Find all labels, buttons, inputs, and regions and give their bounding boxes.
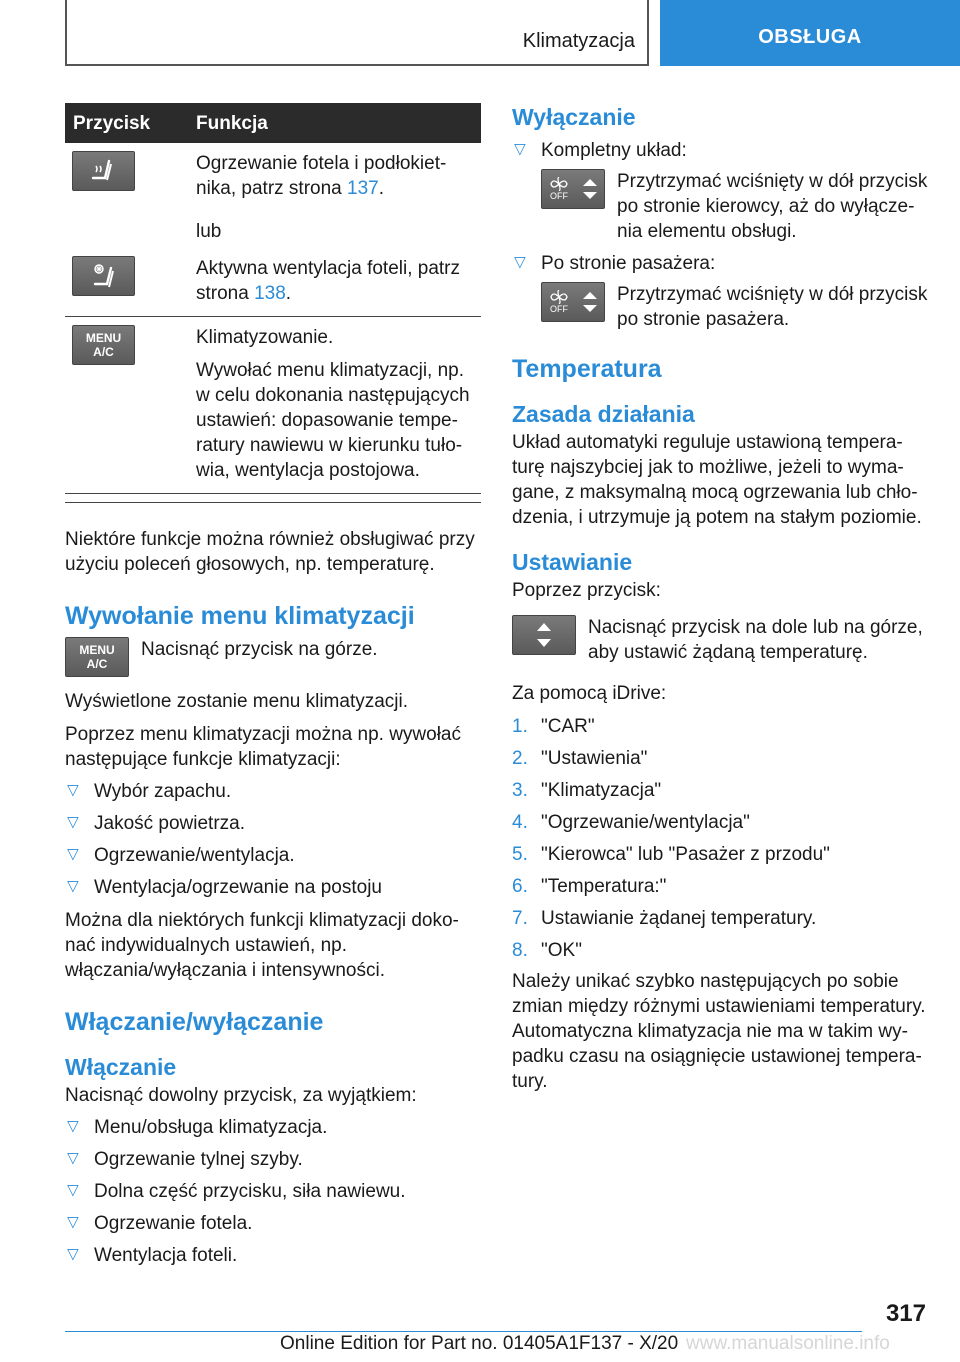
list-item: ▷ Kompletny układ: (512, 138, 928, 163)
menu-functions-list (65, 779, 481, 900)
temperature-updown-icon (512, 615, 576, 655)
on-exceptions-list (65, 1115, 481, 1268)
list-item: 1. "CAR" (512, 716, 595, 737)
list-item: 2. "Ustawienia" (512, 748, 648, 769)
list-item: ▷ Ogrzewanie tylnej szyby. (65, 1147, 481, 1172)
footer-edition: Online Edition for Part no. 01405A1F137 - X/20 (280, 1333, 679, 1354)
heading-setting: Ustawianie (512, 549, 633, 575)
heading-onoff: Włączanie/wyłączanie (65, 1008, 324, 1036)
fan-off-icon: OFF (541, 169, 605, 209)
table-row (65, 317, 481, 494)
list-item: 4. "Ogrzewanie/wentylacja" (512, 812, 750, 833)
on-text: Nacisnąć dowolny przycisk, za wyjątkiem: (65, 1085, 417, 1106)
seat-heating-icon (72, 151, 135, 191)
menu-ac-icon: MENU A/C (65, 637, 129, 677)
idrive-steps (512, 714, 928, 963)
menu-instruction: MENU A/C Nacisnąć przycisk na górze. (65, 637, 481, 677)
off-instruction-driver: OFF Przytrzymać wciśnięty w dół przycisk po stronie kierowcy, aż do wyłącze-nia elementu obsługi. (512, 169, 928, 244)
list-item: ▷ Wybór zapachu. (65, 779, 481, 804)
chapter-title: Klimatyzacja (522, 30, 635, 52)
off-instruction-passenger: OFF Przytrzymać wciśnięty w dół przycisk po stronie pasażera. (512, 282, 928, 332)
page-link[interactable]: 138 (254, 283, 286, 304)
header-box (65, 0, 649, 66)
table-row (65, 143, 481, 248)
setting-button-instruction: Nacisnąć przycisk na dole lub na górze, aby ustawić żądaną temperaturę. (512, 615, 928, 665)
page-link[interactable]: 137 (347, 178, 379, 199)
row-text: Ogrzewanie fotela i podłokiet-nika, patrz strona 137. (196, 153, 447, 199)
list-item: ▷ Dolna część przycisku, siła nawiewu. (65, 1179, 481, 1204)
seat-ventilation-icon (72, 256, 135, 296)
voice-note: Niektóre funkcje można również obsługiwać przy użyciu poleceń głosowych, np. temperaturę. (65, 529, 475, 575)
heading-on: Włączanie (65, 1054, 177, 1080)
individual-settings-text: Można dla niektórych funkcji klimatyzacji doko-nać indywidualnych ustawień, np. włączania/wyłączania i intensywności. (65, 910, 459, 981)
fan-off-icon: OFF (541, 282, 605, 322)
page-number: 317 (885, 1300, 926, 1327)
list-item: 7. Ustawianie żądanej temperatury. (512, 908, 817, 929)
off-list (512, 138, 928, 163)
row-or: lub (196, 221, 222, 242)
list-item: ▷ Ogrzewanie fotela. (65, 1211, 481, 1236)
list-item: ▷ Wentylacja/ogrzewanie na postoju (65, 875, 481, 900)
list-item: ▷ Wentylacja foteli. (65, 1243, 481, 1268)
menu-ac-icon: MENU A/C (72, 325, 135, 365)
principle-text: Układ automatyki reguluje ustawioną tempera-turę najszybciej jak to możliwe, jeżeli to wyma-gane, z maksymalną mocą ogrzewania lub chło-dzenia, i utrzymuje ją potem na stałym poziomie. (512, 432, 922, 528)
list-item: ▷ Po stronie pasażera: (512, 251, 928, 276)
list-item: ▷ Ogrzewanie/wentylacja. (65, 843, 481, 868)
setting-via-button: Poprzez przycisk: (512, 580, 661, 601)
list-item: ▷ Jakość powietrza. (65, 811, 481, 836)
section-tab[interactable]: OBSŁUGA (660, 0, 960, 66)
button-function-table (65, 103, 481, 494)
avoid-text: Należy unikać szybko następujących po sobie zmian między różnymi ustawieniami temperatury. Automatyczna klimatyzacja nie ma w takim wy-padku czasu na osiągnięcie ustawionej tempera-tury. (512, 971, 926, 1092)
list-item: 3. "Klimatyzacja" (512, 780, 662, 801)
list-item: ▷ Menu/obsługa klimatyzacja. (65, 1115, 481, 1140)
footer-divider (65, 1331, 862, 1332)
setting-via-idrive: Za pomocą iDrive: (512, 683, 667, 704)
divider (65, 502, 481, 503)
heading-off: Wyłączanie (512, 104, 636, 130)
off-list-2 (512, 251, 928, 276)
heading-menu: Wywołanie menu klimatyzacji (65, 602, 415, 630)
row-text-detail: Wywołać menu klimatyzacji, np. w celu dokonania następujących ustawień: dopasowanie tempe-ratury nawiewu w kierunku tuło-wia, wentylacja postojowa. (196, 360, 470, 481)
right-column (512, 103, 928, 1094)
row-text: Klimatyzowanie. (196, 327, 334, 348)
table-row (65, 248, 481, 317)
watermark: www.manualsonline.info (686, 1333, 890, 1354)
menu-via-text: Poprzez menu klimatyzacji można np. wywołać następujące funkcje klimatyzacji: (65, 724, 461, 770)
left-column (65, 103, 481, 1268)
heading-temperature: Temperatura (512, 355, 662, 383)
row-text: Aktywna wentylacja foteli, patrz strona 138. (196, 258, 461, 304)
list-item: 5. "Kierowca" lub "Pasażer z przodu" (512, 844, 830, 865)
table-header-function: Funkcja (188, 103, 481, 143)
menu-shown-text: Wyświetlone zostanie menu klimatyzacji. (65, 691, 409, 712)
heading-principle: Zasada działania (512, 401, 695, 427)
list-item: 6. "Temperatura:" (512, 876, 667, 897)
table-header-button: Przycisk (65, 103, 188, 143)
list-item: 8. "OK" (512, 940, 582, 961)
